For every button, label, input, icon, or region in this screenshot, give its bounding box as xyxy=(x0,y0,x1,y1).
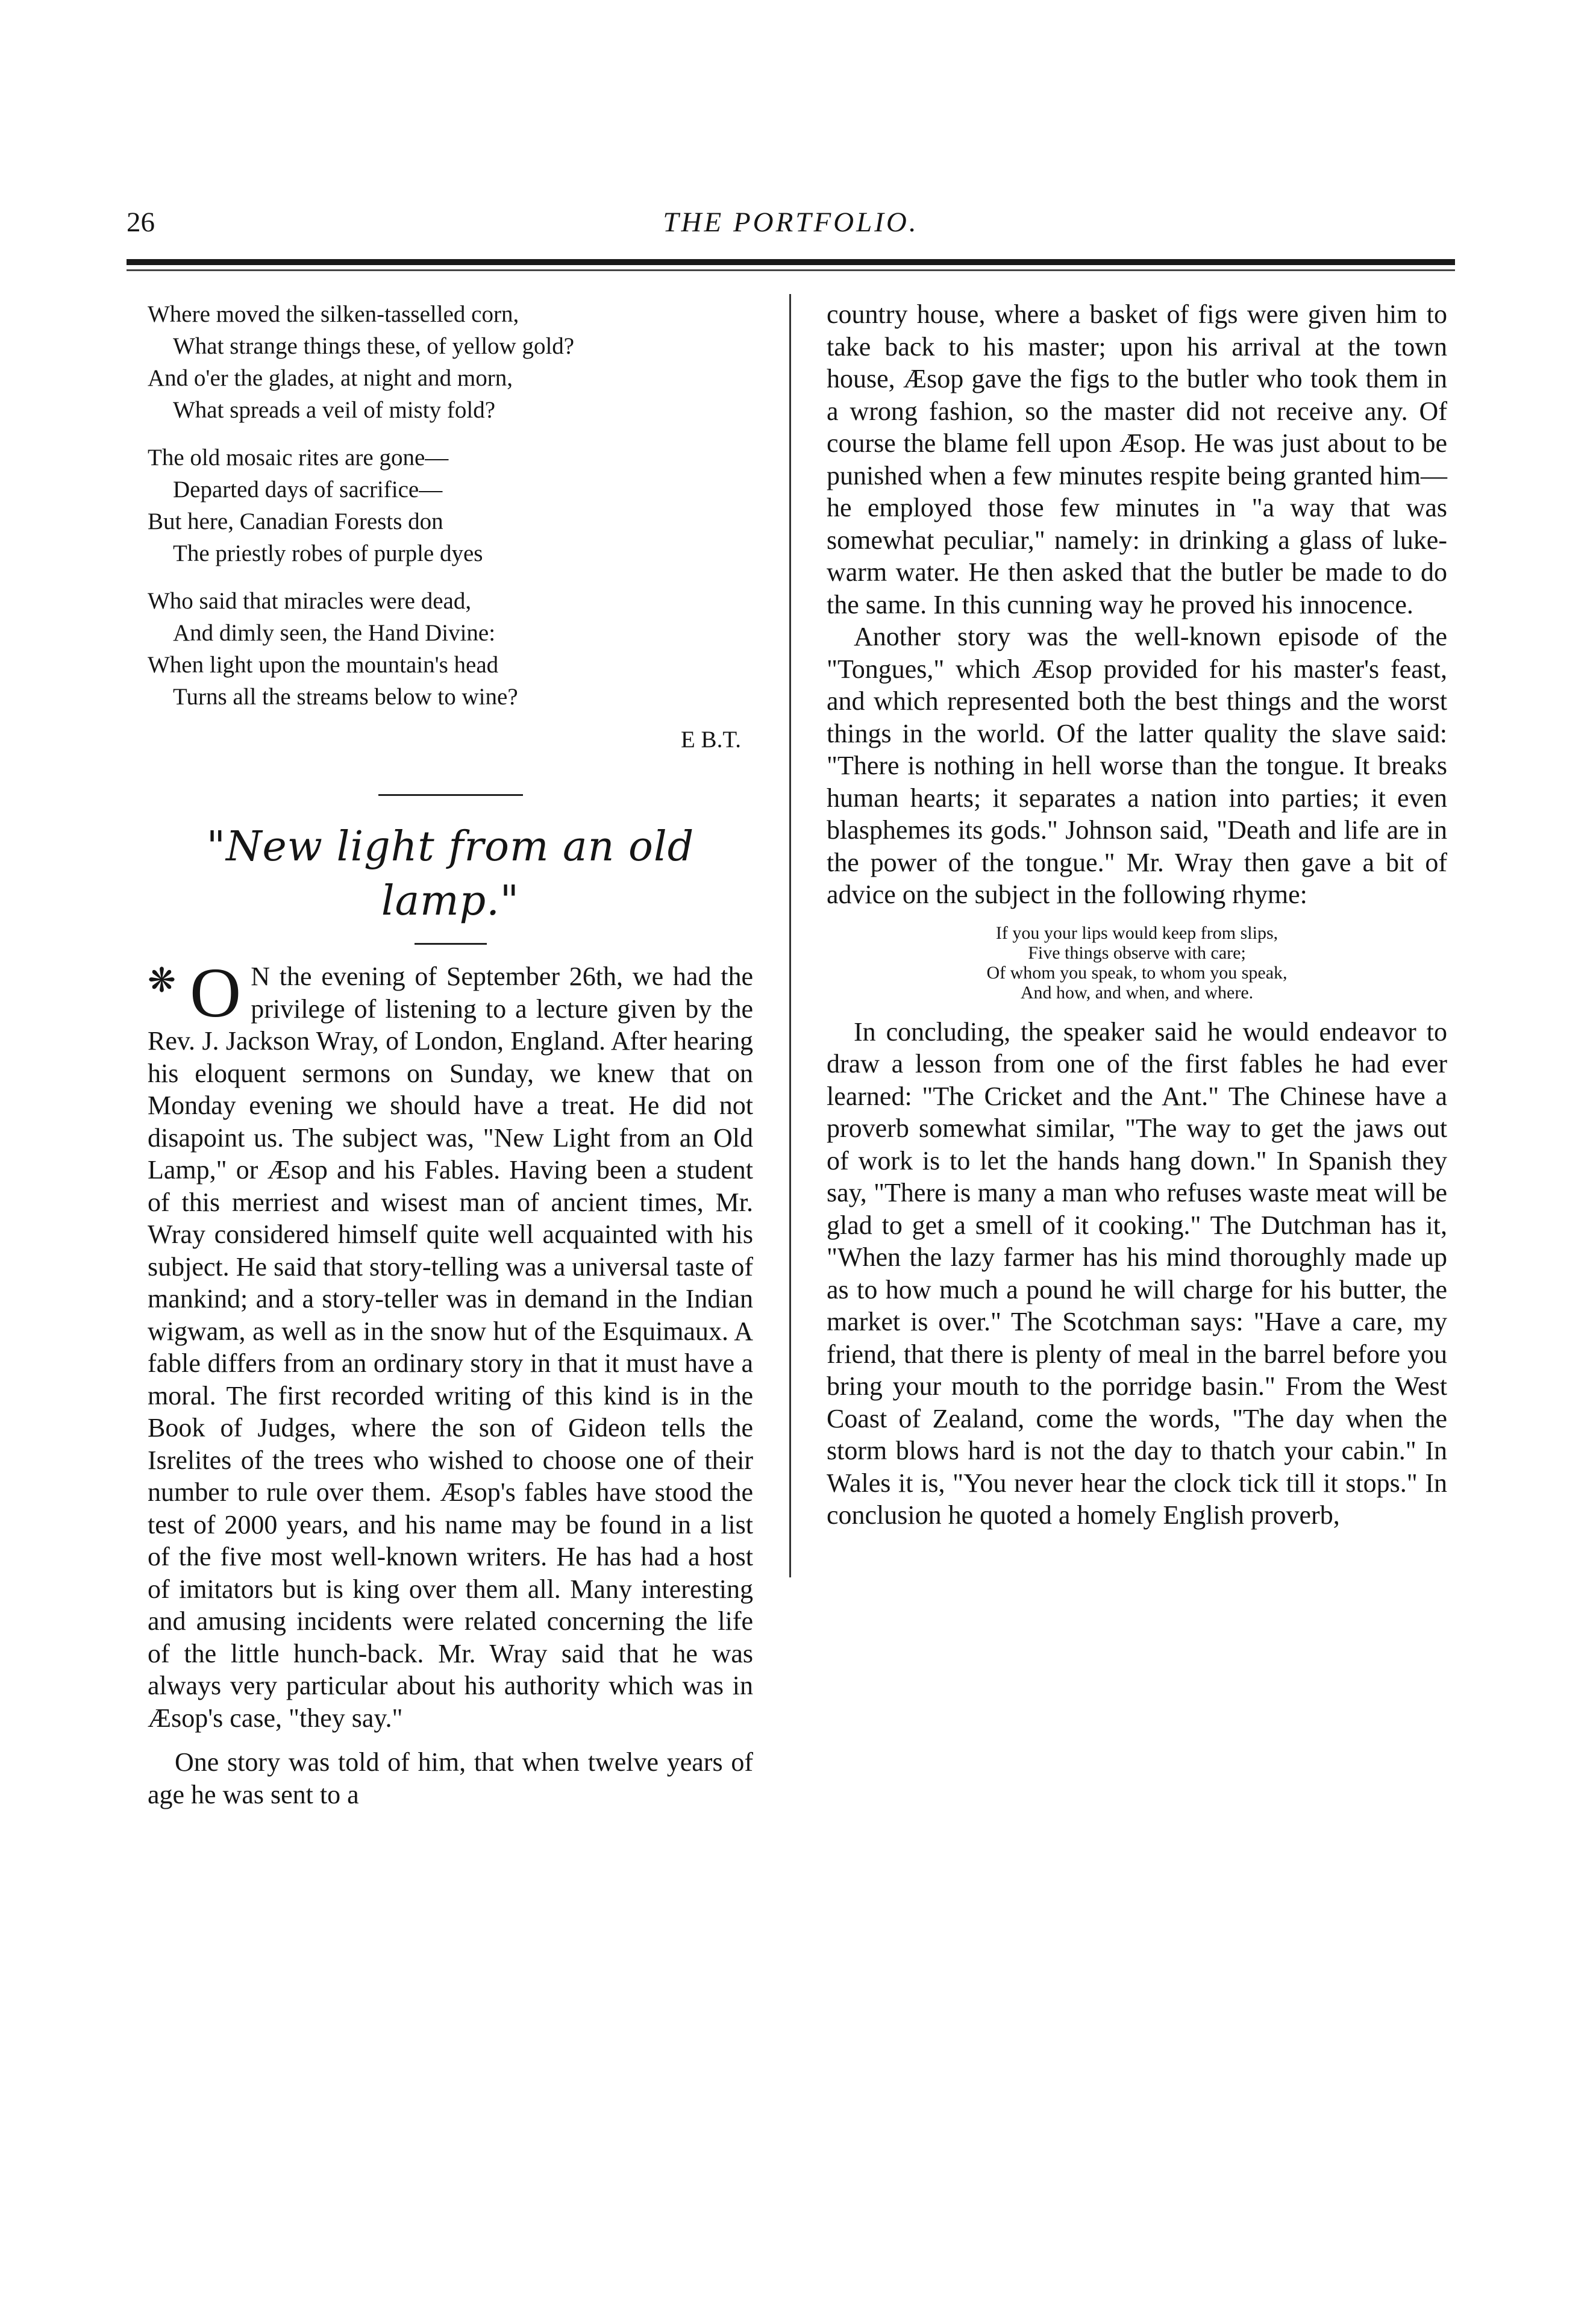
poem-stanza xyxy=(148,298,753,426)
rhyme-line: And how, and when, and where. xyxy=(1020,982,1254,1003)
poem-line: Turns all the streams below to wine? xyxy=(173,684,518,710)
poem-line: Where moved the silken-tasselled corn, xyxy=(148,301,519,327)
poem-line: But here, Canadian Forests don xyxy=(148,509,443,534)
ornament-icon: ❋ xyxy=(148,962,176,1000)
poem-line: The priestly robes of purple dyes xyxy=(173,540,483,566)
running-title: THE PORTFOLIO. xyxy=(663,207,919,238)
poem-line: Departed days of sacrifice— xyxy=(173,477,443,502)
poem-line: Who said that miracles were dead, xyxy=(148,588,472,614)
paragraph: Another story was the well-known episode of the "Tongues," which Æsop provided for his master's feast, and which represented both the best things and the worst things in the world. Of the latter quality the slave said: "There is nothing in hell worse than the tongue. It breaks human hearts; it separates a nation into parties; it even blasphemes its gods." Johnson said, "Death and life are in the power of the tongue." Mr. Wray then gave a bit of advice on the subject in the following rhyme: xyxy=(827,622,1447,909)
article-title: "New light from an old lamp." xyxy=(206,823,695,925)
poem xyxy=(148,298,753,756)
rhyme-line: If you your lips would keep from slips, xyxy=(995,922,1278,943)
paragraph: In concluding, the speaker said he would endeavor to draw a lesson from one of the first fables he had ever learned: "The Cricket and the Ant." The Chinese have a proverb somewhat similar, "The way to get the jaws out of work is to let the hands hang down." In Spanish they say, "There is many a man who refuses waste meat will be glad to get a smell of it cooking." The Dutchman has it, "When the lazy farmer has his mind thoroughly made up as to how much a pound he will charge for his butter, the market is over." The Scotchman says: "Have a care, my friend, that there is plenty of meal in the barrel before you bring your mouth to the porridge basin." From the West Coast of Zealand, come the words, "The day when the storm blows hard is not the day to thatch your cabin." In Wales it is, "You never hear the clock tick till it stops." In conclusion he quoted a homely English proverb, xyxy=(827,1016,1447,1530)
header-rule-thin xyxy=(127,269,1455,271)
paragraph: N the evening of September 26th, we had the privilege of listening to a lecture given by the Rev. J. Jackson Wray, of London, England. After hearing his eloquent sermons on Sunday, we knew that on Monday evening we should have a treat. He did not disapoint us. The subject was, "New Light from an Old Lamp," or Æsop and his Fables. Having been a student of this merriest and wisest man of ancient times, Mr. Wray considered himself quite well acquainted with his subject. He said that story-telling was a universal taste of mankind; and a story-teller was in demand in the Indian wigwam, as well as in the snow hut of the Esquimaux. A fable differs from an ordinary story in that it must have a moral. The first recorded writing of this kind is in the Book of Judges, where the son of Gideon tells the Isrelites of the trees who wished to choose one of their number to rule over them. Æsop's fables have stood the test of 2000 years, and his name may be found in a list of the five most well-known writers. He has had a host of imitators but is king over them all. Many interesting and amusing incidents were related concerning the life of the little hunch-back. Mr. Wray said that he was always very particular about his authority which was in Æsop's case, "they say." xyxy=(148,962,753,1733)
drop-cap: O xyxy=(190,953,242,1032)
right-column xyxy=(827,298,1447,1532)
rhyme-line: Five things observe with care; xyxy=(1028,942,1246,963)
poem-attribution: E B.T. xyxy=(680,727,741,753)
page-number: 26 xyxy=(127,207,155,238)
article-first-paragraph xyxy=(148,953,753,1734)
page-header xyxy=(127,206,1455,254)
poem-line: When light upon the mountain's head xyxy=(148,652,499,678)
header-rule-thick xyxy=(127,259,1455,265)
poem-line: What strange things these, of yellow gold? xyxy=(173,333,575,359)
column-divider xyxy=(789,294,791,1577)
paragraph-continued: country house, where a basket of figs were given him to take back to his master; upon his arrival at the town house, Æsop gave the figs to the butler who took them in a wrong fashion, so the master did not receive any. Of course the blame fell upon Æsop. He was just about to be punished when a few minutes respite being granted him—he employed those few minutes in "a way that was somewhat peculiar," namely: in drinking a glass of luke-warm water. He then asked that the butler be made to do the same. In this cunning way he proved his innocence. xyxy=(827,299,1447,619)
poem-line: What spreads a veil of misty fold? xyxy=(173,397,496,423)
poem-stanza xyxy=(148,442,753,569)
left-column xyxy=(148,298,753,1811)
poem-line: And dimly seen, the Hand Divine: xyxy=(173,620,496,646)
paragraph: One story was told of him, that when twelve years of age he was sent to a xyxy=(148,1747,753,1809)
title-rule xyxy=(415,943,487,945)
poem-line: The old mosaic rites are gone— xyxy=(148,445,449,471)
poem-line: And o'er the glades, at night and morn, xyxy=(148,365,513,391)
section-rule xyxy=(378,794,523,796)
poem-stanza xyxy=(148,585,753,713)
rhyme-quote xyxy=(827,923,1447,1003)
rhyme-line: Of whom you speak, to whom you speak, xyxy=(986,962,1288,983)
